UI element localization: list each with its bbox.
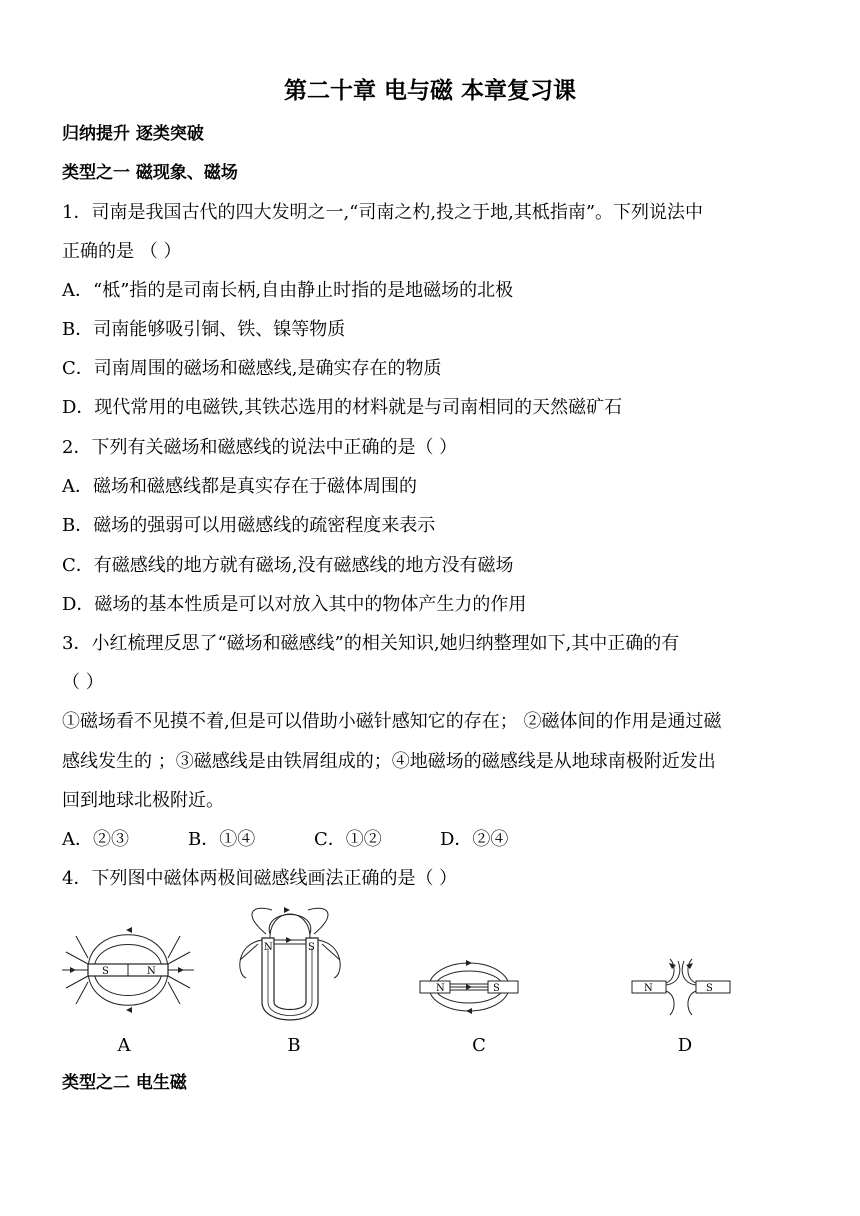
- figure-b-pole-2: S: [308, 942, 315, 953]
- q1-option-d: D．现代常用的电磁铁,其铁芯选用的材料就是与司南相同的天然磁矿石: [62, 397, 623, 418]
- type1-heading: 类型之一 磁现象、磁场: [62, 163, 238, 183]
- figure-c-two-magnets: [414, 955, 524, 1019]
- q2-stem: 2．下列有关磁场和磁感线的说法中正确的是（ ）: [62, 437, 458, 458]
- q3-options-row: [62, 828, 802, 852]
- figure-d-pole-1: N: [644, 983, 653, 994]
- figure-b-pole-1: N: [264, 942, 273, 953]
- q1-stem-line1: 1．司南是我国古代的四大发明之一,“司南之杓,投之于地,其柢指南”。下列说法中: [62, 202, 704, 223]
- q2-option-b: B．磁场的强弱可以用磁感线的疏密程度来表示: [62, 515, 436, 536]
- figure-d-pole-2: S: [706, 983, 713, 994]
- q3-option-c: C．①②: [314, 829, 382, 850]
- figure-label-d: D: [677, 1035, 693, 1056]
- q3-stem-line1: 3．小红梳理反思了“磁场和磁感线”的相关知识,她归纳整理如下,其中正确的有: [62, 633, 680, 654]
- figure-c-pole-2: S: [493, 983, 500, 994]
- q2-option-a: A．磁场和磁感线都是真实存在于磁体周围的: [62, 476, 417, 497]
- figure-a-pole-1: S: [102, 966, 109, 977]
- q3-body-line1: ①磁场看不见摸不着,但是可以借助小磁针感知它的存在； ②磁体间的作用是通过磁: [62, 711, 722, 732]
- type2-heading: 类型之二 电生磁: [62, 1073, 187, 1093]
- figure-label-a: A: [117, 1035, 131, 1056]
- q4-stem: 4．下列图中磁体两极间磁感线画法正确的是（ ）: [62, 868, 458, 889]
- q3-body-line3: 回到地球北极附近。: [62, 790, 224, 811]
- figure-label-b: B: [287, 1035, 301, 1056]
- q2-option-c: C．有磁感线的地方就有磁场,没有磁感线的地方没有磁场: [62, 555, 514, 576]
- q3-option-a: A．②③: [62, 829, 129, 850]
- figure-label-c: C: [472, 1035, 486, 1056]
- q2-option-d: D．磁场的基本性质是可以对放入其中的物体产生力的作用: [62, 594, 527, 615]
- section-heading: 归纳提升 逐类突破: [62, 124, 204, 144]
- q1-option-c: C．司南周围的磁场和磁感线,是确实存在的物质: [62, 358, 442, 379]
- figure-c-pole-1: N: [436, 983, 445, 994]
- q3-option-b: B．①④: [188, 829, 256, 850]
- figure-a-bar-magnet: [58, 918, 198, 1023]
- figure-a-pole-2: N: [147, 966, 156, 977]
- figure-d-two-magnets: [626, 955, 736, 1019]
- figure-b-u-magnet: [232, 904, 348, 1024]
- q3-stem-line2: （ ）: [62, 672, 104, 693]
- q3-option-d: D．②④: [440, 829, 509, 850]
- q1-stem-line2: 正确的是 （ ）: [62, 241, 182, 262]
- q3-body-line2: 感线发生的 ；③磁感线是由铁屑组成的；④地磁场的磁感线是从地球南极附近发出: [62, 751, 716, 772]
- q1-option-a: A．“柢”指的是司南长柄,自由静止时指的是地磁场的北极: [62, 280, 514, 301]
- q1-option-b: B．司南能够吸引铜、铁、镍等物质: [62, 319, 346, 340]
- page-title: 第二十章 电与磁 本章复习课: [283, 78, 576, 104]
